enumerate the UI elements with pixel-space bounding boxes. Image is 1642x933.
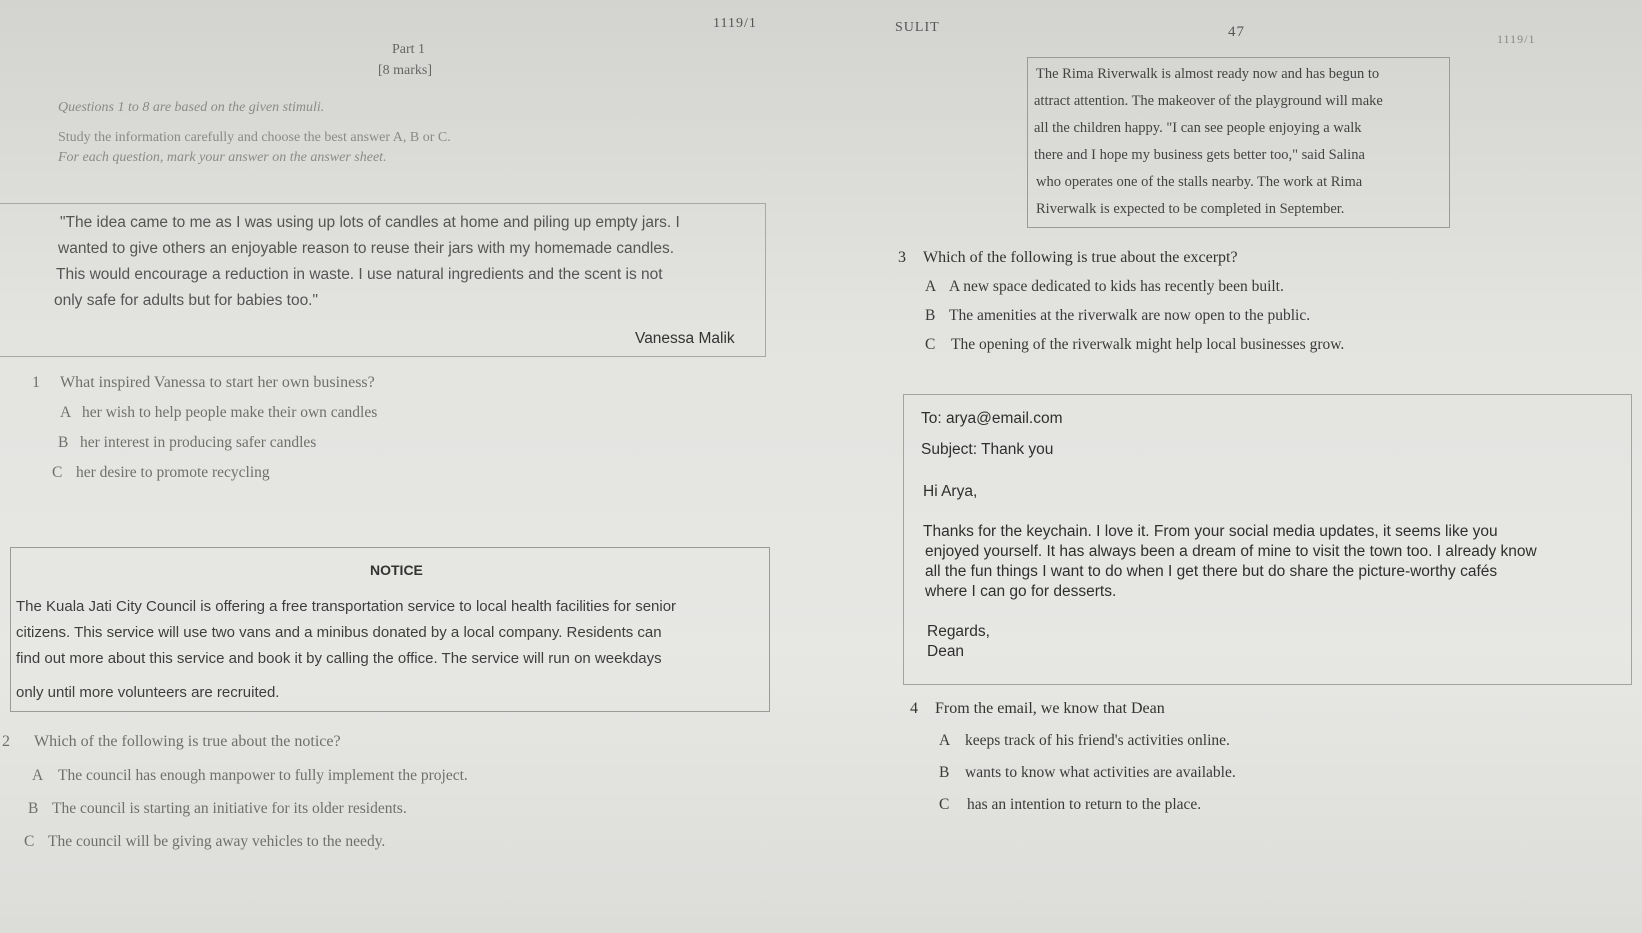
marks-label: [8 marks]: [378, 63, 433, 78]
email-signature: Dean: [927, 643, 965, 660]
excerpt-line: who operates one of the stalls nearby. The work at Rima: [1036, 174, 1363, 190]
option-text: The council has enough manpower to fully implement the project.: [58, 767, 468, 784]
quote-line: only safe for adults but for babies too.": [54, 292, 318, 309]
notice-line: only until more volunteers are recruited.: [16, 684, 280, 701]
option-letter: C: [939, 796, 950, 813]
excerpt-line: The Rima Riverwalk is almost ready now and has begun to: [1036, 66, 1380, 82]
paper-code-right: 1119/1: [1497, 32, 1536, 46]
quote-line: This would encourage a reduction in waste. I use natural ingredients and the scent is not: [56, 266, 663, 283]
option-text: The opening of the riverwalk might help local businesses grow.: [951, 336, 1345, 353]
option-text: her interest in producing safer candles: [80, 434, 317, 451]
option-text: The council will be giving away vehicles to the needy.: [48, 833, 386, 850]
email-greeting: Hi Arya,: [923, 483, 978, 500]
excerpt-line: there and I hope my business gets better too," said Salina: [1034, 147, 1365, 163]
quote-line: wanted to give others an enjoyable reason to reuse their jars with my homemade candles.: [58, 240, 675, 257]
question-number: 4: [910, 700, 918, 717]
question-text: Which of the following is true about the excerpt?: [923, 249, 1238, 266]
email-body-line: all the fun things I want to do when I get there but do share the picture-worthy cafés: [925, 563, 1498, 580]
option-text: The council is starting an initiative for its older residents.: [52, 800, 407, 817]
option-letter: A: [60, 404, 72, 421]
option-text: A new space dedicated to kids has recently been built.: [949, 278, 1284, 295]
question-number: 2: [2, 733, 10, 750]
question-number: 1: [32, 374, 40, 391]
excerpt-line: attract attention. The makeover of the playground will make: [1034, 93, 1383, 109]
email-body-line: enjoyed yourself. It has always been a dream of mine to visit the town too. I already know: [925, 543, 1537, 560]
question-text: What inspired Vanessa to start her own business?: [60, 374, 375, 391]
option-letter: C: [52, 464, 63, 481]
option-letter: B: [28, 800, 39, 817]
page-number: 47: [1228, 24, 1245, 40]
email-body-line: Thanks for the keychain. I love it. From your social media updates, it seems like you: [923, 523, 1498, 540]
option-letter: C: [925, 336, 936, 353]
quote-line: "The idea came to me as I was using up lots of candles at home and piling up empty jars. I: [60, 214, 680, 231]
notice-line: citizens. This service will use two vans and a minibus donated by a local company. Residents can: [16, 624, 662, 641]
option-text: her desire to promote recycling: [76, 464, 270, 481]
option-letter: B: [925, 307, 936, 324]
option-text: keeps track of his friend's activities online.: [965, 732, 1230, 749]
notice-title: NOTICE: [370, 562, 423, 578]
option-letter: A: [939, 732, 951, 749]
email-body-line: where I can go for desserts.: [925, 583, 1117, 600]
option-letter: C: [24, 833, 35, 850]
excerpt-line: all the children happy. "I can see people enjoying a walk: [1034, 120, 1362, 136]
email-subject: Subject: Thank you: [921, 441, 1054, 458]
part-title: Part 1: [392, 42, 426, 57]
notice-line: find out more about this service and book it by calling the office. The service will run on weekdays: [16, 650, 662, 667]
option-text: The amenities at the riverwalk are now open to the public.: [949, 307, 1311, 324]
instruction-line-2: Study the information carefully and choose the best answer A, B or C.: [58, 130, 451, 145]
option-letter: B: [939, 764, 950, 781]
email-closing: Regards,: [927, 623, 990, 640]
option-text: has an intention to return to the place.: [967, 796, 1202, 813]
email-to: To: arya@email.com: [921, 410, 1063, 427]
question-text: Which of the following is true about the notice?: [34, 733, 341, 750]
option-letter: A: [32, 767, 44, 784]
option-text: her wish to help people make their own candles: [82, 404, 378, 421]
question-number: 3: [898, 249, 906, 266]
sulit-label: SULIT: [895, 20, 940, 35]
excerpt-line: Riverwalk is expected to be completed in September.: [1036, 201, 1345, 217]
paper-code-left: 1119/1: [713, 16, 757, 31]
notice-line: The Kuala Jati City Council is offering a free transportation service to local health facilities for senior: [16, 598, 677, 615]
option-letter: A: [925, 278, 937, 295]
option-letter: B: [58, 434, 69, 451]
quote-author: Vanessa Malik: [635, 330, 735, 347]
question-text: From the email, we know that Dean: [935, 700, 1165, 717]
option-text: wants to know what activities are available.: [965, 764, 1236, 781]
instruction-line-3: For each question, mark your answer on the answer sheet.: [58, 150, 387, 165]
instruction-line-1: Questions 1 to 8 are based on the given stimuli.: [58, 100, 325, 115]
